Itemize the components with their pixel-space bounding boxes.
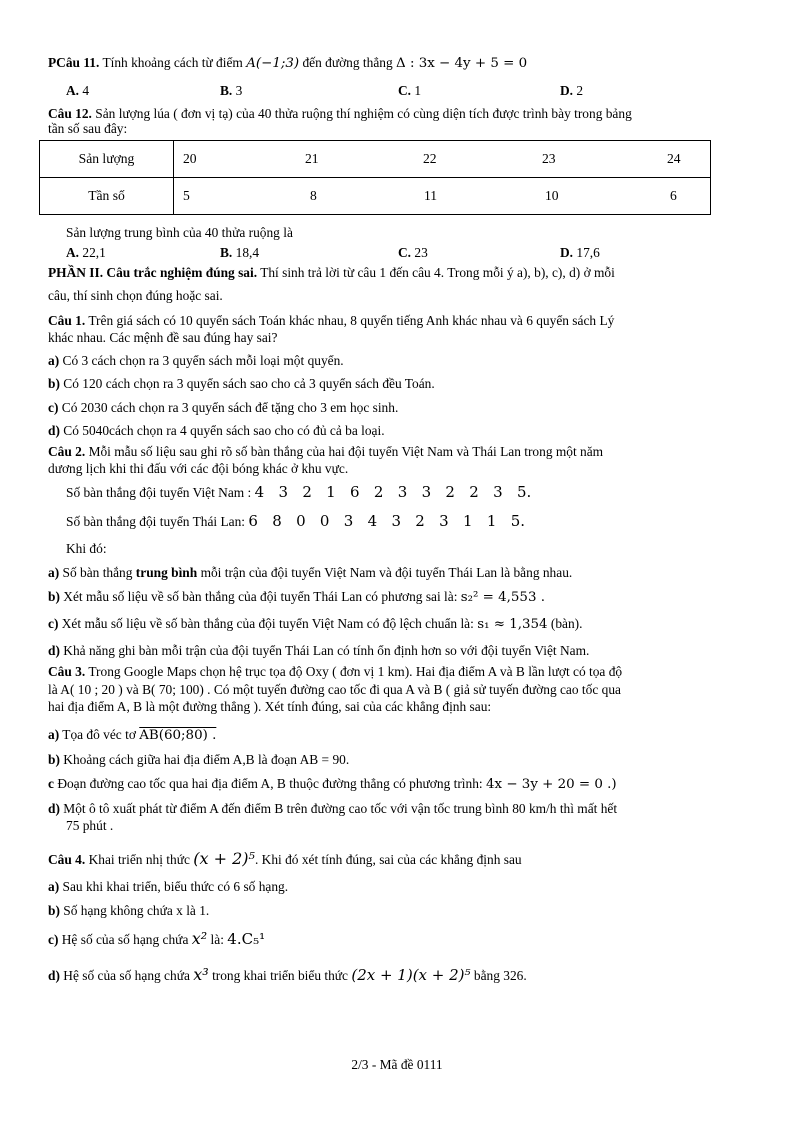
q12-line1 <box>48 106 632 121</box>
c2-vn-values: 4 3 2 1 6 2 3 3 2 2 3 5. <box>254 483 532 501</box>
c1-statement-b: b) Có 120 cách chọn ra 3 quyển sách sao cho cả 3 quyển sách đều Toán. <box>48 376 435 391</box>
c4-text-a: Khai triển nhị thức <box>88 852 190 867</box>
part2-text-line1: Thí sinh trả lời từ câu 1 đến câu 4. Trong mỗi ý a), b), c), d) ở mỗi <box>260 265 615 280</box>
table-cell: 21 <box>305 151 319 166</box>
c3-statement-d: d) Một ô tô xuất phát từ điểm A đến điểm B trên đường cao tốc với vận tốc trung bình 80 km/h thì mất hết <box>48 801 618 816</box>
c2-statement-a: a) Số bàn thắng trung bình mỗi trận của đội tuyển Việt Nam và đội tuyển Thái Lan là bằng nhau. <box>48 565 573 580</box>
c3-label: Câu 3. <box>48 664 86 679</box>
table-row <box>40 141 711 178</box>
c2-vn-label: Số bàn thắng đội tuyển Việt Nam : <box>66 485 252 500</box>
c2-statement-d: d) Khả năng ghi bàn mỗi trận của đội tuyển Thái Lan có tính ổn định hơn so với đội tuyển Việt Nam. <box>48 643 590 658</box>
table-cell: 24 <box>667 151 681 166</box>
q11-text-b: đến đường thẳng <box>302 55 393 70</box>
c2-khi-do: Khi đó: <box>66 541 107 556</box>
c1-statement-c: c) Có 2030 cách chọn ra 3 quyển sách để tặng cho 3 em học sinh. <box>48 400 399 415</box>
c1-text-line1: Trên giá sách có 10 quyển sách Toán khác nhau, 8 quyển tiếng Anh khác nhau và 6 quyển sách Lý <box>88 313 615 328</box>
q11-text-a: Tính khoảng cách từ điểm <box>102 55 243 70</box>
c2-text-line1: Mỗi mẫu số liệu sau ghi rõ số bàn thắng của hai đội tuyển Việt Nam và Thái Lan trong một năm <box>88 444 604 459</box>
part2-line1 <box>48 265 615 280</box>
q11-option-b[interactable]: B. 3 <box>220 83 243 98</box>
table-cell: 20 <box>183 151 197 166</box>
q12-option-b[interactable]: B. 18,4 <box>220 245 260 260</box>
q11-option-c[interactable]: C. 1 <box>398 83 422 98</box>
q12-options <box>66 245 706 261</box>
c4-statement-d: d) Hệ số của số hạng chứa x³ trong khai triển biểu thức (2x + 1)(x + 2)⁵ bằng 326. <box>48 965 527 984</box>
c3-statement-a: a) Tọa đô véc tơ AB(60;80) . <box>48 727 217 743</box>
c4-statement-c: c) Hệ số của số hạng chứa x² là: 4.C₅¹ <box>48 929 266 948</box>
q12-text-line2: tần số sau đây: <box>48 121 128 136</box>
table-values-cell <box>174 141 711 178</box>
table-cell: 8 <box>310 188 317 203</box>
c2-line1 <box>48 444 603 459</box>
q12-option-c[interactable]: C. 23 <box>398 245 428 260</box>
table-cell: 6 <box>670 188 677 203</box>
q11-line-eq: Δ : 3x − 4y + 5 = 0 <box>396 56 528 71</box>
c4-statement-b: b) Số hạng không chứa x là 1. <box>48 903 210 918</box>
c2-statement-c: c) Xét mẫu số liệu về số bàn thắng của đội tuyển Việt Nam có độ lệch chuẩn là: s₁ ≈ 1,354 (bàn). <box>48 616 583 632</box>
table-row-header: Sản lượng <box>40 141 174 178</box>
c3-text-line1: Trong Google Maps chọn hệ trục tọa độ Oxy ( đơn vị 1 km). Hai địa điểm A và B lần lượt có tọa độ <box>88 664 623 679</box>
q12-question: Sản lượng trung bình của 40 thửa ruộng là <box>66 225 293 240</box>
c4-text-b: . Khi đó xét tính đúng, sai của các khẳng định sau <box>254 852 522 867</box>
c2-th-label: Số bàn thắng đội tuyển Thái Lan: <box>66 514 246 529</box>
c1-statement-d: d) Có 5040cách chọn ra 4 quyển sách sao cho có đủ cả ba loại. <box>48 423 385 438</box>
c1-label: Câu 1. <box>48 313 86 328</box>
c3-statement-b: b) Khoảng cách giữa hai địa điểm A,B là đoạn AB = 90. <box>48 752 350 767</box>
c4-statement-a: a) Sau khi khai triển, biểu thức có 6 số hạng. <box>48 879 289 894</box>
c4-line1 <box>48 851 522 867</box>
c2-th-row <box>66 514 525 529</box>
c3-statement-c: c Đoạn đường cao tốc qua hai địa điểm A, B thuộc đường thẳng có phương trình: 4x − 3y + 20 = 0 .) <box>48 776 617 792</box>
c4-binom: (x + 2)⁵ <box>193 849 255 868</box>
c3-statement-d-cont: 75 phút . <box>66 818 114 833</box>
part2-label: PHẦN II. Câu trắc nghiệm đúng sai. <box>48 265 258 280</box>
q12-text-line1: Sản lượng lúa ( đơn vị tạ) của 40 thửa ruộng thí nghiệm có cùng diện tích được trình bày trong bảng <box>95 106 632 121</box>
table-row <box>40 178 711 215</box>
c2-vn-row <box>66 485 531 500</box>
q11-options <box>66 83 706 99</box>
c3-line1 <box>48 664 622 679</box>
c4-label: Câu 4. <box>48 852 86 867</box>
part2-text-line2: câu, thí sinh chọn đúng hoặc sai. <box>48 288 223 303</box>
q11-option-a[interactable]: A. 4 <box>66 83 90 98</box>
table-row-header: Tần số <box>40 178 174 215</box>
q11-point: A(−1;3) <box>246 56 300 71</box>
table-cell: 22 <box>423 151 437 166</box>
page-footer: 2/3 - Mã đề 0111 <box>351 1057 443 1072</box>
c1-line1 <box>48 313 614 328</box>
c1-text-line2: khác nhau. Các mệnh đề sau đúng hay sai? <box>48 330 278 345</box>
c1-statement-a: a) Có 3 cách chọn ra 3 quyển sách mỗi loại một quyển. <box>48 353 344 368</box>
c3-text-line2: là A( 10 ; 20 ) và B( 70; 100) . Có một tuyến đường cao tốc đi qua A và B ( giả sử tuyến đường cao tốc qua <box>48 682 621 697</box>
table-cell: 11 <box>424 188 438 203</box>
c2-statement-b: b) Xét mẫu số liệu về số bàn thắng của đội tuyển Thái Lan có phương sai là: s₂² = 4,553 . <box>48 589 545 605</box>
q11-option-d[interactable]: D. 2 <box>560 83 584 98</box>
q12-option-d[interactable]: D. 17,6 <box>560 245 600 260</box>
q12-option-a[interactable]: A. 22,1 <box>66 245 106 260</box>
table-cell: 10 <box>545 188 559 203</box>
q11-line <box>48 55 527 71</box>
c3-text-line3: hai địa điểm A, B là một đường thẳng ). Xét tính đúng, sai của các khẳng định sau: <box>48 699 492 714</box>
c2-label: Câu 2. <box>48 444 86 459</box>
table-values-cell <box>174 178 711 215</box>
q12-label: Câu 12. <box>48 106 92 121</box>
table-cell: 23 <box>542 151 556 166</box>
table-cell: 5 <box>183 188 190 203</box>
q11-label: PCâu 11. <box>48 55 100 70</box>
c2-th-values: 6 8 0 0 3 4 3 2 3 1 1 5. <box>248 512 526 530</box>
frequency-table <box>39 140 711 215</box>
c2-text-line2: dương lịch khi thi đấu với các đội bóng khác ở khu vực. <box>48 461 349 476</box>
